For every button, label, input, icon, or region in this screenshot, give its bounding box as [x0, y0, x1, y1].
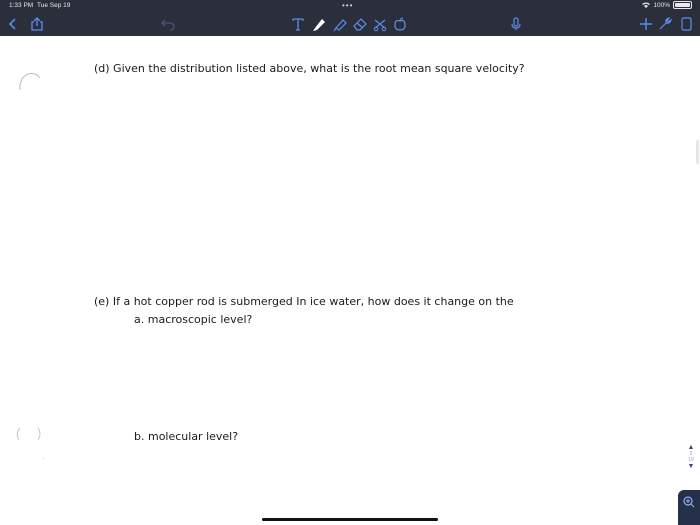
- faint-handwriting-mark: [14, 70, 42, 92]
- shapes-icon[interactable]: [391, 15, 409, 33]
- wifi-icon: [642, 2, 650, 8]
- add-icon[interactable]: [637, 15, 655, 33]
- lasso-icon[interactable]: [371, 15, 389, 33]
- toolbar: [0, 12, 700, 36]
- page-indicator[interactable]: [686, 444, 696, 480]
- undo-icon[interactable]: [159, 15, 177, 33]
- question-d: (d) Given the distribution listed above, what is the root mean square velocity?: [94, 62, 525, 75]
- total-pages: 19: [688, 457, 694, 463]
- microphone-icon[interactable]: [507, 15, 525, 33]
- pages-icon[interactable]: [677, 15, 695, 33]
- text-tool-icon[interactable]: [289, 15, 307, 33]
- battery-icon: [673, 1, 692, 9]
- item-b: b. molecular level?: [134, 430, 239, 443]
- eraser-icon[interactable]: [351, 15, 369, 33]
- faint-handwriting-mark: [12, 426, 44, 462]
- item-a: a. macroscopic level?: [134, 313, 253, 326]
- page-down-icon[interactable]: ▼: [687, 463, 695, 470]
- status-right: [642, 1, 692, 9]
- zoom-icon: [682, 495, 696, 509]
- current-page: 3: [689, 451, 693, 457]
- share-icon[interactable]: [28, 15, 46, 33]
- scrollbar-handle[interactable]: [696, 140, 699, 164]
- pen-tool-icon[interactable]: [310, 15, 328, 33]
- status-bar: [0, 0, 700, 12]
- back-chevron-icon[interactable]: [4, 15, 22, 33]
- status-time: 1:33 PM: [9, 2, 34, 9]
- wrench-icon[interactable]: [656, 15, 674, 33]
- multitasking-dots[interactable]: •••: [342, 1, 354, 10]
- page-up-icon[interactable]: ▲: [687, 444, 695, 451]
- question-e: (e) If a hot copper rod is submerged In ice water, how does it change on the: [94, 295, 514, 308]
- document-page[interactable]: [0, 36, 700, 525]
- status-date: Tue Sep 19: [37, 2, 71, 9]
- zoom-button[interactable]: [678, 490, 700, 525]
- battery-percent: 100%: [653, 1, 670, 9]
- highlighter-icon[interactable]: [331, 15, 349, 33]
- home-indicator[interactable]: [262, 518, 438, 521]
